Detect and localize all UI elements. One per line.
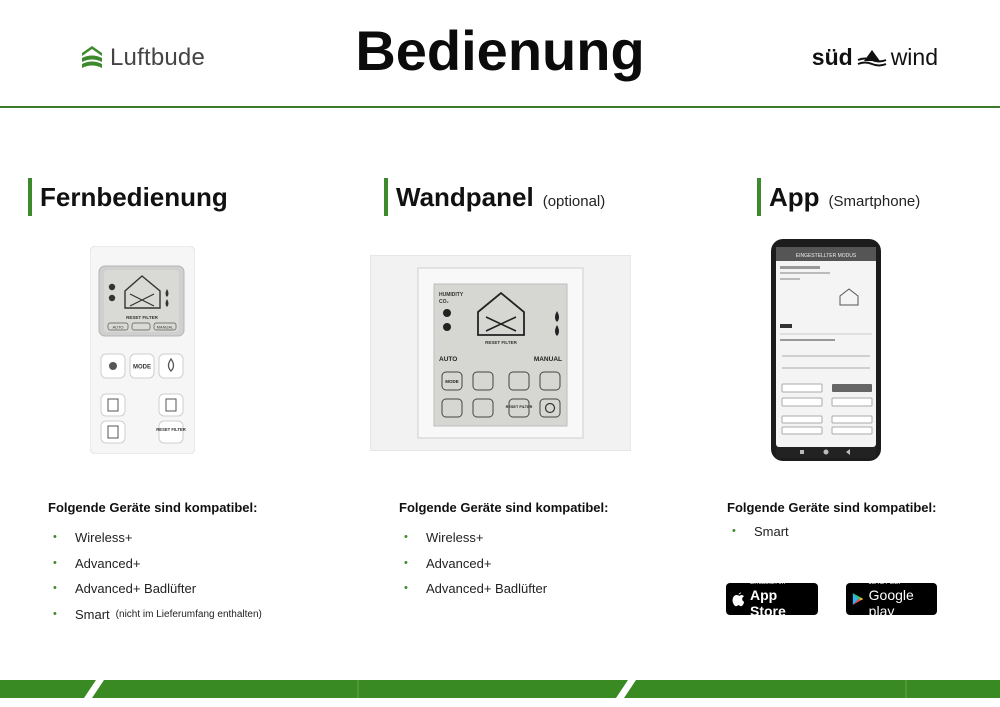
bullet-icon: •: [53, 556, 57, 569]
panel-auto-label: AUTO: [439, 356, 458, 363]
list-item: [53, 576, 262, 602]
apple-icon: [732, 591, 745, 608]
bullet-icon: •: [53, 607, 57, 620]
list-item: [53, 525, 262, 551]
heading-text: Wandpanel: [396, 182, 534, 212]
bullet-icon: •: [404, 556, 408, 569]
sudwind-wordmark-wind: wind: [890, 44, 938, 70]
list-item: [732, 519, 789, 545]
bullet-icon: •: [53, 531, 57, 543]
heading-subtext: (Smartphone): [828, 193, 921, 210]
list-item-label: Advanced+ Badlüfter: [75, 581, 197, 596]
list-item-note: (nicht im Lieferumfang enthalten): [115, 608, 262, 620]
compat-list-wandpanel: [404, 525, 547, 602]
remote-mode-button: MODE: [133, 364, 151, 371]
luftbude-wordmark: Luftbude: [110, 44, 206, 71]
list-item-label: Smart: [754, 524, 789, 539]
header-bar: [0, 0, 1000, 108]
wall-panel-drawing: [370, 255, 631, 451]
list-item: [404, 525, 547, 551]
wall-panel-image: [370, 255, 631, 451]
list-item: [404, 551, 547, 577]
app-store-small-text: Erhältlich im: [749, 579, 786, 586]
list-item: [53, 551, 262, 577]
google-play-big-text: Google play: [868, 587, 914, 619]
bullet-icon: •: [404, 582, 408, 594]
smartphone-image: [770, 238, 882, 462]
list-item: [404, 576, 547, 602]
heading-fernbedienung: [28, 178, 228, 216]
remote-lcd-auto: AUTO: [112, 324, 124, 330]
footer-stripe-bar: [0, 680, 1000, 698]
app-store-big-text: App Store: [749, 587, 786, 619]
heading-text: Fernbedienung: [40, 182, 228, 212]
remote-lcd-reset-filter: RESET FILTER: [126, 315, 158, 320]
panel-lcd-reset-filter: RESET FILTER: [485, 340, 517, 345]
compat-list-fernbedienung: [53, 525, 262, 627]
compat-title-app: Folgende Geräte sind kompatibel:: [727, 500, 937, 515]
sudwind-logo[interactable]: [812, 44, 938, 71]
app-store-badge[interactable]: [726, 579, 818, 619]
bullet-icon: •: [404, 531, 408, 543]
wind-wave-icon: [857, 47, 887, 69]
smartphone-drawing: [770, 238, 882, 462]
page-title: Bedienung: [355, 19, 645, 82]
google-play-icon: [852, 591, 864, 607]
list-item-label: Advanced+ Badlüfter: [426, 581, 548, 596]
list-item-label: Wireless+: [426, 530, 484, 545]
remote-reset-button: RESET FILTER: [156, 427, 186, 432]
heading-wandpanel: [384, 178, 605, 216]
sudwind-wordmark-sud: süd: [811, 44, 853, 70]
compat-title-wandpanel: Folgende Geräte sind kompatibel:: [399, 500, 609, 515]
heading-app: [757, 178, 920, 216]
compat-list-app: [732, 519, 789, 545]
phone-app-header: EINGESTELLTER MODUS: [795, 253, 857, 259]
google-play-small-text: JETZT BEI: [868, 579, 901, 586]
panel-humidity-label: HUMIDITY: [439, 292, 464, 298]
panel-manual-label: MANUAL: [533, 356, 562, 363]
heading-subtext: (optional): [542, 193, 606, 210]
list-item: [53, 602, 262, 628]
list-item-label: Advanced+: [426, 555, 492, 571]
bullet-icon: •: [732, 525, 736, 537]
remote-control-image: [90, 246, 195, 454]
list-item-label: Advanced+: [75, 555, 141, 571]
bullet-icon: •: [53, 582, 57, 594]
google-play-badge[interactable]: [846, 579, 937, 619]
panel-reset-button: RESET FILTER: [505, 405, 533, 409]
list-item-label: Smart: [75, 606, 110, 622]
heading-text: App: [769, 182, 820, 212]
panel-co2-label: CO₂: [439, 299, 449, 305]
list-item-label: Wireless+: [75, 530, 133, 545]
compat-title-fernbedienung: Folgende Geräte sind kompatibel:: [48, 500, 258, 515]
panel-mode-button: MODE: [445, 379, 459, 384]
remote-control-drawing: [90, 246, 195, 454]
remote-lcd-manual: MANUAL: [156, 324, 174, 330]
